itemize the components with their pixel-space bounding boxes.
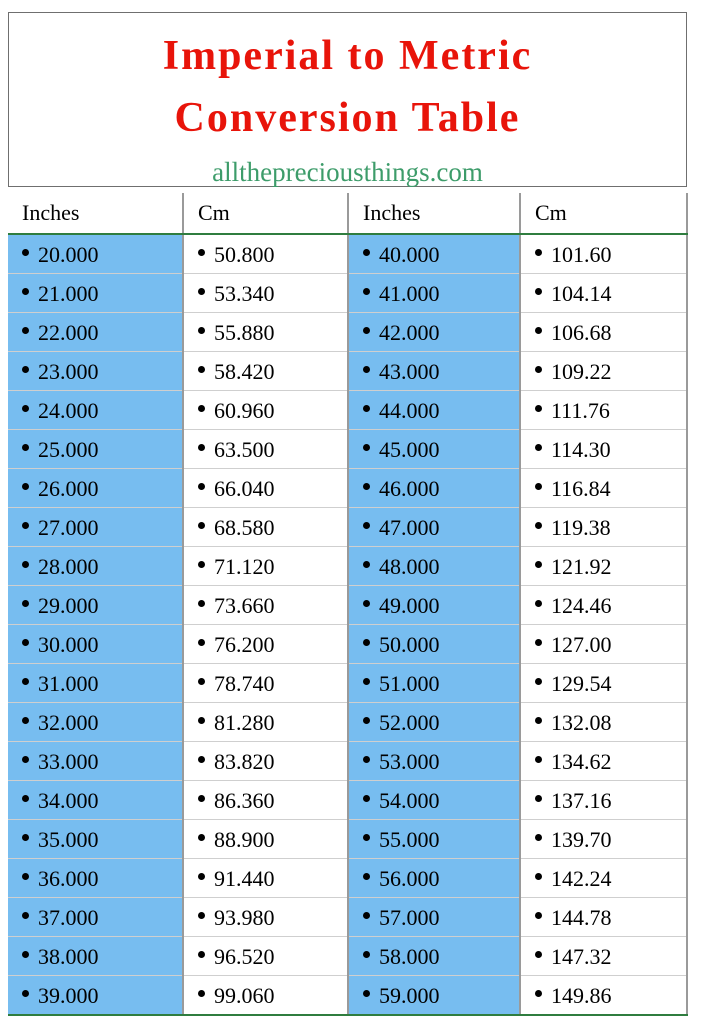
table-row <box>8 234 687 274</box>
cell-value: 58.420 <box>214 358 275 384</box>
cell-value: 124.46 <box>551 592 612 618</box>
column-header-inches-1: Inches <box>8 193 183 234</box>
bullet-icon <box>22 795 29 802</box>
bullet-icon <box>363 756 370 763</box>
cell-value: 37.000 <box>38 904 99 930</box>
bullet-icon <box>22 366 29 373</box>
table-cell <box>348 508 520 547</box>
cell-value: 48.000 <box>379 553 440 579</box>
table-cell <box>8 625 183 664</box>
cell-value: 32.000 <box>38 709 99 735</box>
cell-value: 78.740 <box>214 670 275 696</box>
cell-value: 83.820 <box>214 748 275 774</box>
bullet-icon <box>535 561 542 568</box>
table-cell <box>8 976 183 1016</box>
cell-value: 68.580 <box>214 514 275 540</box>
table-cell <box>520 781 687 820</box>
table-cell <box>520 898 687 937</box>
cell-value: 44.000 <box>379 397 440 423</box>
table-cell <box>183 313 348 352</box>
table-cell <box>8 274 183 313</box>
cell-value: 121.92 <box>551 553 612 579</box>
bullet-icon <box>535 951 542 958</box>
bullet-icon <box>363 795 370 802</box>
table-cell <box>8 937 183 976</box>
table-cell <box>520 586 687 625</box>
bullet-icon <box>22 600 29 607</box>
cell-value: 24.000 <box>38 397 99 423</box>
bullet-icon <box>22 873 29 880</box>
table-cell <box>348 313 520 352</box>
table-cell <box>8 820 183 859</box>
bullet-icon <box>22 444 29 451</box>
table-body <box>8 234 687 1015</box>
cell-value: 56.000 <box>379 865 440 891</box>
bullet-icon <box>363 639 370 646</box>
bullet-icon <box>22 951 29 958</box>
cell-value: 47.000 <box>379 514 440 540</box>
cell-value: 34.000 <box>38 787 99 813</box>
bullet-icon <box>535 678 542 685</box>
bullet-icon <box>22 522 29 529</box>
table-row <box>8 352 687 391</box>
table-cell <box>183 547 348 586</box>
bullet-icon <box>22 288 29 295</box>
table-cell <box>348 703 520 742</box>
bullet-icon <box>198 678 205 685</box>
table-cell <box>183 352 348 391</box>
table-cell <box>8 859 183 898</box>
table-cell <box>520 430 687 469</box>
table-row <box>8 508 687 547</box>
table-row <box>8 430 687 469</box>
table-cell <box>520 937 687 976</box>
bullet-icon <box>363 912 370 919</box>
cell-value: 46.000 <box>379 475 440 501</box>
cell-value: 30.000 <box>38 631 99 657</box>
bullet-icon <box>198 522 205 529</box>
cell-value: 23.000 <box>38 358 99 384</box>
cell-value: 50.800 <box>214 241 275 267</box>
table-cell <box>348 937 520 976</box>
table-row <box>8 976 687 1016</box>
cell-value: 58.000 <box>379 943 440 969</box>
cell-value: 28.000 <box>38 553 99 579</box>
table-cell <box>348 820 520 859</box>
bullet-icon <box>198 795 205 802</box>
table-cell <box>8 664 183 703</box>
bullet-icon <box>198 873 205 880</box>
table-cell <box>348 742 520 781</box>
bullet-icon <box>363 444 370 451</box>
table-header-row <box>8 193 687 234</box>
bullet-icon <box>363 678 370 685</box>
bullet-icon <box>535 522 542 529</box>
bullet-icon <box>363 873 370 880</box>
bullet-icon <box>22 678 29 685</box>
cell-value: 96.520 <box>214 943 275 969</box>
table-cell <box>8 430 183 469</box>
bullet-icon <box>363 249 370 256</box>
cell-value: 81.280 <box>214 709 275 735</box>
cell-value: 132.08 <box>551 709 612 735</box>
watermark-text: allthepreciousthings.com <box>212 157 483 187</box>
bullet-icon <box>198 249 205 256</box>
table-cell <box>183 976 348 1016</box>
cell-value: 137.16 <box>551 787 612 813</box>
bullet-icon <box>535 639 542 646</box>
cell-value: 63.500 <box>214 436 275 462</box>
cell-value: 31.000 <box>38 670 99 696</box>
cell-value: 111.76 <box>551 397 610 423</box>
conversion-table <box>8 193 688 1016</box>
table-row <box>8 469 687 508</box>
table-cell <box>348 391 520 430</box>
table-cell <box>520 508 687 547</box>
table-row <box>8 313 687 352</box>
cell-value: 127.00 <box>551 631 612 657</box>
bullet-icon <box>22 834 29 841</box>
bullet-icon <box>198 288 205 295</box>
table-cell <box>520 820 687 859</box>
table-cell <box>183 586 348 625</box>
table-cell <box>183 508 348 547</box>
cell-value: 55.000 <box>379 826 440 852</box>
cell-value: 114.30 <box>551 436 611 462</box>
bullet-icon <box>535 444 542 451</box>
table-cell <box>348 586 520 625</box>
bullet-icon <box>198 639 205 646</box>
table-row <box>8 274 687 313</box>
table-cell <box>183 820 348 859</box>
cell-value: 101.60 <box>551 241 612 267</box>
table-row <box>8 937 687 976</box>
cell-value: 29.000 <box>38 592 99 618</box>
table-cell <box>8 781 183 820</box>
table-cell <box>183 703 348 742</box>
bullet-icon <box>535 795 542 802</box>
table-cell <box>348 430 520 469</box>
cell-value: 60.960 <box>214 397 275 423</box>
cell-value: 45.000 <box>379 436 440 462</box>
cell-value: 36.000 <box>38 865 99 891</box>
cell-value: 86.360 <box>214 787 275 813</box>
bullet-icon <box>22 561 29 568</box>
cell-value: 55.880 <box>214 319 275 345</box>
bullet-icon <box>363 561 370 568</box>
table-cell <box>348 976 520 1016</box>
table-cell <box>348 274 520 313</box>
bullet-icon <box>363 288 370 295</box>
table-cell <box>8 508 183 547</box>
table-cell <box>520 976 687 1016</box>
bullet-icon <box>363 405 370 412</box>
bullet-icon <box>198 912 205 919</box>
cell-value: 139.70 <box>551 826 612 852</box>
bullet-icon <box>22 639 29 646</box>
table-cell <box>348 859 520 898</box>
table-cell <box>520 274 687 313</box>
cell-value: 41.000 <box>379 280 440 306</box>
table-cell <box>348 781 520 820</box>
table-cell <box>520 703 687 742</box>
table-cell <box>520 352 687 391</box>
table-cell <box>8 313 183 352</box>
table-cell <box>8 547 183 586</box>
bullet-icon <box>535 873 542 880</box>
cell-value: 22.000 <box>38 319 99 345</box>
bullet-icon <box>363 951 370 958</box>
table-row <box>8 859 687 898</box>
bullet-icon <box>198 717 205 724</box>
bullet-icon <box>198 327 205 334</box>
bullet-icon <box>363 600 370 607</box>
cell-value: 76.200 <box>214 631 275 657</box>
table-cell <box>183 391 348 430</box>
table-cell <box>183 898 348 937</box>
table-cell <box>520 469 687 508</box>
bullet-icon <box>198 951 205 958</box>
table-cell <box>520 313 687 352</box>
table-cell <box>520 234 687 274</box>
table-cell <box>8 742 183 781</box>
bullet-icon <box>22 327 29 334</box>
bullet-icon <box>22 717 29 724</box>
table-cell <box>183 625 348 664</box>
table-cell <box>183 859 348 898</box>
cell-value: 43.000 <box>379 358 440 384</box>
bullet-icon <box>535 327 542 334</box>
column-header-cm-2: Cm <box>520 193 687 234</box>
cell-value: 35.000 <box>38 826 99 852</box>
table-cell <box>8 703 183 742</box>
cell-value: 57.000 <box>379 904 440 930</box>
cell-value: 73.660 <box>214 592 275 618</box>
cell-value: 91.440 <box>214 865 275 891</box>
table-cell <box>348 469 520 508</box>
cell-value: 51.000 <box>379 670 440 696</box>
cell-value: 104.14 <box>551 280 612 306</box>
bullet-icon <box>535 600 542 607</box>
table-cell <box>348 547 520 586</box>
column-header-cm-1: Cm <box>183 193 348 234</box>
table-row <box>8 898 687 937</box>
cell-value: 33.000 <box>38 748 99 774</box>
bullet-icon <box>363 717 370 724</box>
cell-value: 142.24 <box>551 865 612 891</box>
table-row <box>8 781 687 820</box>
table-cell <box>8 898 183 937</box>
cell-value: 147.32 <box>551 943 612 969</box>
cell-value: 26.000 <box>38 475 99 501</box>
cell-value: 53.000 <box>379 748 440 774</box>
table-cell <box>520 859 687 898</box>
cell-value: 109.22 <box>551 358 612 384</box>
table-cell <box>183 742 348 781</box>
column-header-inches-2: Inches <box>348 193 520 234</box>
cell-value: 27.000 <box>38 514 99 540</box>
cell-value: 71.120 <box>214 553 275 579</box>
bullet-icon <box>363 522 370 529</box>
cell-value: 129.54 <box>551 670 612 696</box>
bullet-icon <box>535 288 542 295</box>
page-title-line-1: Imperial to Metric <box>162 33 533 79</box>
table-row <box>8 820 687 859</box>
conversion-table-wrapper <box>8 193 687 1016</box>
cell-value: 88.900 <box>214 826 275 852</box>
table-cell <box>183 274 348 313</box>
cell-value: 99.060 <box>214 982 275 1008</box>
bullet-icon <box>22 990 29 997</box>
bullet-icon <box>198 444 205 451</box>
table-cell <box>183 469 348 508</box>
bullet-icon <box>535 366 542 373</box>
table-cell <box>520 547 687 586</box>
table-cell <box>183 781 348 820</box>
cell-value: 50.000 <box>379 631 440 657</box>
bullet-icon <box>22 756 29 763</box>
cell-value: 52.000 <box>379 709 440 735</box>
cell-value: 119.38 <box>551 514 611 540</box>
bullet-icon <box>22 912 29 919</box>
bullet-icon <box>198 405 205 412</box>
table-cell <box>8 234 183 274</box>
bullet-icon <box>535 834 542 841</box>
bullet-icon <box>363 366 370 373</box>
bullet-icon <box>198 561 205 568</box>
table-cell <box>183 430 348 469</box>
bullet-icon <box>198 990 205 997</box>
cell-value: 144.78 <box>551 904 612 930</box>
bullet-icon <box>535 756 542 763</box>
cell-value: 38.000 <box>38 943 99 969</box>
cell-value: 42.000 <box>379 319 440 345</box>
table-row <box>8 742 687 781</box>
bullet-icon <box>535 483 542 490</box>
page-title-line-2: Conversion Table <box>174 95 521 141</box>
table-row <box>8 625 687 664</box>
bullet-icon <box>363 327 370 334</box>
cell-value: 66.040 <box>214 475 275 501</box>
bullet-icon <box>198 483 205 490</box>
cell-value: 25.000 <box>38 436 99 462</box>
table-cell <box>183 234 348 274</box>
bullet-icon <box>535 249 542 256</box>
cell-value: 20.000 <box>38 241 99 267</box>
cell-value: 49.000 <box>379 592 440 618</box>
bullet-icon <box>363 990 370 997</box>
cell-value: 54.000 <box>379 787 440 813</box>
bullet-icon <box>198 756 205 763</box>
table-row <box>8 664 687 703</box>
table-cell <box>348 234 520 274</box>
bullet-icon <box>198 366 205 373</box>
cell-value: 149.86 <box>551 982 612 1008</box>
cell-value: 59.000 <box>379 982 440 1008</box>
cell-value: 116.84 <box>551 475 611 501</box>
bullet-icon <box>198 600 205 607</box>
cell-value: 53.340 <box>214 280 275 306</box>
table-cell <box>8 586 183 625</box>
title-card <box>8 12 687 187</box>
bullet-icon <box>22 405 29 412</box>
table-cell <box>348 352 520 391</box>
cell-value: 21.000 <box>38 280 99 306</box>
table-cell <box>183 937 348 976</box>
bullet-icon <box>363 483 370 490</box>
table-cell <box>348 898 520 937</box>
bullet-icon <box>535 405 542 412</box>
bullet-icon <box>22 483 29 490</box>
bullet-icon <box>535 990 542 997</box>
bullet-icon <box>535 717 542 724</box>
table-cell <box>8 469 183 508</box>
table-row <box>8 391 687 430</box>
table-cell <box>348 625 520 664</box>
cell-value: 40.000 <box>379 241 440 267</box>
bullet-icon <box>198 834 205 841</box>
cell-value: 106.68 <box>551 319 612 345</box>
bullet-icon <box>535 912 542 919</box>
bullet-icon <box>22 249 29 256</box>
table-cell <box>520 664 687 703</box>
cell-value: 39.000 <box>38 982 99 1008</box>
cell-value: 134.62 <box>551 748 612 774</box>
table-cell <box>183 664 348 703</box>
table-row <box>8 703 687 742</box>
table-cell <box>8 391 183 430</box>
cell-value: 93.980 <box>214 904 275 930</box>
bullet-icon <box>363 834 370 841</box>
table-cell <box>520 742 687 781</box>
table-cell <box>520 625 687 664</box>
table-cell <box>520 391 687 430</box>
table-row <box>8 547 687 586</box>
table-cell <box>348 664 520 703</box>
table-row <box>8 586 687 625</box>
table-cell <box>8 352 183 391</box>
